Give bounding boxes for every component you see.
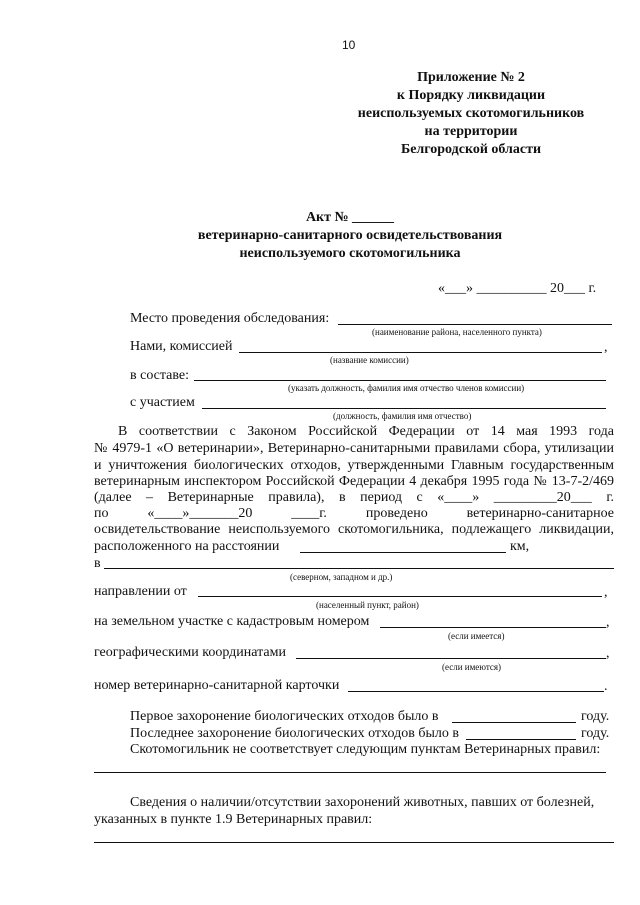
commission-line — [239, 352, 602, 353]
participation-label: с участием — [130, 395, 195, 410]
act-title: Акт № ______ — [305, 210, 395, 225]
composition-hint: (указать должность, фамилия имя отчество членов комиссии) — [288, 383, 525, 393]
first-burial-label: Первое захоронение биологических отходов было в — [130, 709, 439, 724]
commission-hint: (название комиссии) — [330, 355, 409, 365]
direction-from-hint: (населенный пункт, район) — [316, 600, 419, 610]
appendix-line: к Порядку ликвидации — [396, 88, 546, 103]
cadastral-line — [380, 627, 606, 628]
appendix-line: на территории — [424, 124, 518, 139]
act-subtitle: ветеринарно-санитарного освидетельствования — [197, 228, 503, 243]
first-burial-line — [452, 722, 576, 723]
distance-unit: км, — [510, 539, 530, 554]
coords-label: географическими координатами — [94, 645, 286, 660]
coords-hint: (если имеются) — [442, 662, 502, 672]
info-answer-line — [94, 842, 614, 843]
place-line — [338, 324, 612, 325]
act-subtitle: неиспользуемого скотомогильника — [239, 246, 461, 261]
body-line: № 4979-1 «О ветеринарии», Ветеринарно-санитарными правилами сбора, утилизации — [94, 441, 614, 456]
place-label: Место проведения обследования: — [130, 311, 330, 326]
participation-line — [202, 408, 606, 409]
distance-line — [300, 552, 506, 553]
page-number: 10 — [342, 38, 356, 52]
body-line: освидетельствование неиспользуемого скотомогильника, подлежащего ликвидации, — [94, 522, 614, 537]
card-line — [348, 691, 604, 692]
comma: , — [606, 615, 610, 630]
period: . — [604, 679, 608, 694]
cadastral-label: на земельном участке с кадастровым номером — [94, 614, 370, 629]
coords-line — [296, 658, 606, 659]
place-hint: (наименование района, населенного пункта) — [372, 327, 542, 337]
composition-line — [194, 380, 606, 381]
last-burial-line — [466, 739, 576, 740]
direction-from-line — [198, 596, 602, 597]
noncompliance-label: Скотомогильник не соответствует следующим пунктам Ветеринарных правил: — [130, 742, 601, 757]
appendix-line: неиспользуемых скотомогильников — [357, 106, 585, 121]
body-line: В соответствии с Законом Российской Федерации от 14 мая 1993 года — [118, 424, 614, 439]
commission-label: Нами, комиссией — [130, 339, 233, 354]
comma: , — [606, 646, 610, 661]
info-line: Сведения о наличии/отсутствии захоронений животных, павших от болезней, — [130, 795, 595, 810]
year-word: году. — [581, 726, 610, 741]
body-line: (далее – Ветеринарные правила), в период с «____» _________20___ г. — [94, 490, 614, 505]
body-line: ветеринарным инспектором Российской Федерации 4 декабря 1995 года № 13-7-2/469 — [94, 474, 614, 489]
body-line: по «____»_______20 ____г. проведено ветеринарно-санитарное — [94, 506, 614, 521]
appendix-title: Приложение № 2 — [417, 70, 525, 85]
direction-prefix: в — [94, 556, 101, 571]
card-label: номер ветеринарно-санитарной карточки — [94, 678, 340, 693]
direction-hint: (северном, западном и др.) — [290, 572, 393, 582]
participation-hint: (должность, фамилия имя отчество) — [333, 411, 472, 421]
comma: , — [604, 585, 608, 600]
direction-from-label: направлении от — [94, 584, 187, 599]
body-line: и уничтожения биологических отходов, утвержденными Главным государственным — [94, 458, 614, 473]
year-word: году. — [581, 709, 610, 724]
last-burial-label: Последнее захоронение биологических отходов было в — [130, 726, 459, 741]
appendix-line: Белгородской области — [400, 142, 542, 157]
info-line: указанных в пункте 1.9 Ветеринарных правил: — [94, 812, 373, 827]
comma: , — [604, 340, 608, 355]
cadastral-hint: (если имеется) — [448, 631, 505, 641]
distance-label: расположенного на расстоянии — [94, 539, 280, 554]
act-date: «___» __________ 20___ г. — [438, 281, 597, 296]
noncompliance-line — [94, 772, 606, 773]
composition-label: в составе: — [130, 368, 190, 383]
direction-line — [104, 568, 614, 569]
